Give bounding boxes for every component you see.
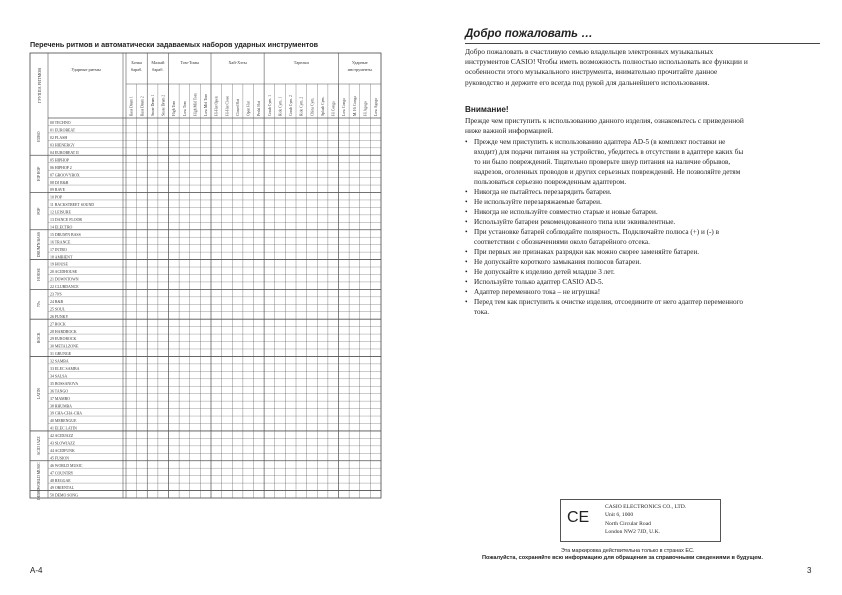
bullet-icon: • [465,288,468,296]
rhythm-name: 34 SALSA [50,374,68,379]
bullet-icon: • [465,278,468,286]
rhythm-name: 11 BACKSTREET SOUND [50,203,95,208]
category-header: инструменты [347,67,372,72]
safety-item: • Используйте только адаптер CASIO AD-5. [465,278,604,286]
ce-address-box [560,499,721,542]
keep-info-note: Пожалуйста, сохраняйте всю информацию для обращения за справочными сведениями в будущем. [482,555,763,561]
rhythm-name: 00 TECHNO [50,121,71,126]
instrument-header: Snare Drum 1 [150,94,155,116]
group-label: ACID JAZZ [37,436,41,456]
rhythm-name: 09 RAVE [50,188,65,193]
instrument-header: Pedal Hat [257,101,262,116]
bullet-icon: • [465,228,468,236]
instrument-header: High Mid Tom [193,93,198,116]
company-address [605,503,686,536]
rhythm-name: 06 HIPHOP 2 [50,165,72,170]
rhythm-name: 15 DRUM'N BASS [50,232,81,237]
heading-rule [465,43,820,44]
rhythm-name: 30 METALZONE [50,344,79,349]
rhythm-name: 42 ACIDJAZZ [50,434,74,439]
instrument-header: Crash Cym. 2 [289,95,294,116]
category-header: Бочка [131,60,142,65]
bullet-icon: • [465,268,468,276]
bullet-icon: • [465,188,468,196]
group-label: HOUSE [37,268,41,281]
attention-line: ниже важной информацией. [465,126,554,136]
rhythm-name: 01 EUROBEAT [50,128,76,133]
group-header: ГРУППА РИТМОВ [37,67,42,104]
rhythm-name: 31 GRUNGE [50,352,72,357]
welcome-line: инструментов CASIO! Чтобы иметь возможность полностью использовать все функции и [465,57,748,67]
safety-item: • При первых же признаках разрядки как можно скорее заменяйте батареи. [465,248,700,256]
rhythm-name: 08 DJ R&B [50,180,69,185]
rhythm-name: 37 MAMBO [50,396,70,401]
rhythm-name: 48 REGGAE [50,478,71,483]
instrument-header: China Cym. [310,97,315,116]
group-label: 70's [37,301,41,308]
rhythm-name: 04 EUROBEAT II [50,150,79,155]
rhythm-name: 50 DEMO SONG [50,493,78,498]
instrument-header: Ride Cym. 2 [299,96,304,116]
address-line: London NW2 7JD, U.K. [605,528,661,535]
ce-mark-icon: CE [567,509,590,526]
instrument-header: High Tom [172,100,177,116]
rhythm-name: 26 FUNKY [50,314,69,319]
category-header: Малый [151,60,165,65]
group-label: WORLD MUSIC [37,462,41,490]
rhythm-name: 21 DOWNTOWN [50,277,79,282]
page-number-right: 3 [807,566,812,575]
page-number-left: A-4 [30,566,43,575]
bullet-icon: • [465,258,468,266]
instrument-header: Hi Agogo [363,101,368,116]
category-header: Тарелки [293,60,309,65]
rhythm-name: 14 ELECTRO [50,225,73,230]
instrument-header: Hi Conga [331,101,336,116]
address-line: CASIO ELECTRONICS CO., LTD. [605,504,687,510]
rhythm-list-title: Перечень ритмов и автоматически задаваемых наборов ударных инструментов [30,40,319,49]
attention-line: Прежде чем приступить к использованию данного изделия, ознакомьтесь с приведенной [465,116,744,125]
rhythm-name: 25 SOUL [50,307,66,312]
rhythm-name: 49 ORIENTAL [50,486,75,491]
safety-item: • Никогда не используйте совместно старые и новые батареи. [465,208,658,216]
rhythm-name: 32 SAMBA [50,359,69,364]
welcome-heading: Добро пожаловать … [465,28,593,40]
welcome-line: особенности этого музыкального инструмента, внимательно прочитайте данное [465,67,718,77]
rhythm-name: 28 HARDROCK [50,329,77,334]
rhythm-name: 03 HIENERGY [50,143,75,148]
category-header: бараб. [152,67,164,72]
welcome-text [465,47,820,88]
safety-item: • Адаптер переменного тока – не игрушка! [465,288,601,296]
rhythm-name: 41 ELEC LATIN [50,426,77,431]
category-header: Хай-Хэты [228,60,247,65]
rhythm-name: 35 BOSSANOVA [50,381,79,386]
rhythm-name: 19 HOUSE [50,262,68,267]
instrument-header: Hi-Hat Open [214,96,219,116]
rhythm-name: 29 EUROROCK [50,337,77,342]
safety-item: • Не используйте перезаряжаемые батареи. [465,198,602,206]
instrument-header: Low Mid Tom [204,93,209,116]
group-label: POP [37,207,41,215]
rhythm-name: 47 COUNTRY [50,471,74,476]
bullet-icon: • [465,208,468,216]
group-label: DEMO [37,488,41,500]
instrument-header: Bass Drum 1 [129,96,134,116]
safety-item: • Никогда не пытайтесь перезарядить батареи. [465,188,612,196]
rhythm-name: 16 TRANCE [50,240,71,245]
instrument-header: Crash Cym. 1 [267,95,272,116]
rhythm-name: 13 DANCE FLOOR [50,218,82,223]
group-label: DRUM'N BASS [37,232,41,258]
safety-item: • Не допускайте к изделию детей младше 3 лет. [465,268,615,276]
rhythm-name: 02 FLASH [50,136,68,141]
bullet-icon: • [465,298,468,306]
rhythm-name: 39 CHA-CHA-CHA [50,411,83,416]
instrument-header: M. Hi Conga [352,96,357,116]
rhythm-name: 40 MERENGUE [50,419,77,424]
rhythm-name: 38 RHUMBA [50,404,72,409]
rhythm-name: 36 TANGO [50,389,69,394]
instrument-header: Closed Hat [235,99,240,116]
rhythm-name: 23 70'S [50,292,62,297]
rhythm-name: 44 ACIDFUNK [50,448,75,453]
safety-item: • Не допускайте короткого замыкания полюсов батареи. [465,258,641,266]
instrument-header: Bass Drum 2 [140,96,145,116]
group-label: HIP HOP [37,166,41,182]
category-header: Том-Томы [180,60,199,65]
instrument-header: Open Hat [246,101,251,116]
right-page [421,0,842,595]
instrument-header: Ride Cym. 1 [278,96,283,116]
bullet-icon: • [465,218,468,226]
rhythm-name: 20 ACIDHOUSE [50,270,78,275]
category-header: Ударные [351,60,368,65]
safety-item: • Используйте батареи рекомендованного типа или эквивалентные. [465,218,676,226]
ec-note: Эта маркировка действительна только в странах ЕС. [561,548,695,554]
safety-item: • Прежде чем приступить к использованию адаптера AD-5 (в комплект поставки не входит) для подачи питания на устройство, убедитесь в отсутствии в адаптере каких бы то ни было повреждений. Тщательно проверьте шнур питания на наличие обрывов, надрезов, оголенных проводов и других серьезных повреждений. Не позволяйте детям пользоваться серьезно поврежденным адаптером. [465,138,744,186]
welcome-line: руководство и держите его всегда под рукой для дальнейшего использования. [465,77,710,87]
group-label: ROCK [37,332,41,344]
rhythm-name: 46 WORLD MUSIC [50,463,83,468]
group-label: LATIN [37,388,41,400]
welcome-line: Добро пожаловать в счастливую семью владельцев электронных музыкальных [465,47,714,56]
attention-text [465,116,820,136]
safety-list [465,137,820,317]
rhythm-name: 22 CLUBDANCE [50,285,79,290]
rhythm-name: 17 INTRO [50,247,67,252]
rhythm-name: 33 ELEC SAMBA [50,367,80,372]
bullet-icon: • [465,198,468,206]
group-label: EURO [37,131,41,142]
address-line: North Circular Road [605,520,651,527]
instrument-header: Splash Cym. [320,96,325,116]
bullet-icon: • [465,138,468,146]
address-line: Unit 6, 1000 [605,512,634,519]
instrument-header: Low Conga [342,98,347,116]
category-header: бараб. [130,67,143,72]
rhythm-name: 24 R&B [50,299,64,304]
rhythm-name: 18 AMBIENT [50,255,73,260]
instrument-header: Low Agogo [374,97,379,116]
bullet-icon: • [465,248,468,256]
rhythm-name: 07 GROOVYBOX [50,173,80,178]
instrument-header: Snare Drum 2 [161,94,166,116]
rhythm-name: 05 HIPHOP [50,158,69,163]
rhythm-name: 27 ROCK [50,322,66,327]
rhythm-name: 12 LEISURE [50,210,71,215]
rhythm-name: 43 SLOWJAZZ [50,441,75,446]
rhythm-name: 10 POP [50,195,63,200]
instrument-header: Hi-Hat Close [225,95,230,116]
safety-item: • Перед тем как приступить к очистке изделия, отсоедините от него адаптер переменного тока. [465,298,743,316]
safety-item: • При установке батарей соблюдайте полярность. Подключайте полюса (+) и (-) в соответствии с обозначениями около батарейного отсека. [465,228,720,246]
rhythm-name: 45 FUSION [50,456,69,461]
rhythm-name-header: Ударные ритмы [71,67,101,72]
instrument-header: Low Tom [182,101,187,116]
attention-heading: Внимание! [465,105,509,114]
